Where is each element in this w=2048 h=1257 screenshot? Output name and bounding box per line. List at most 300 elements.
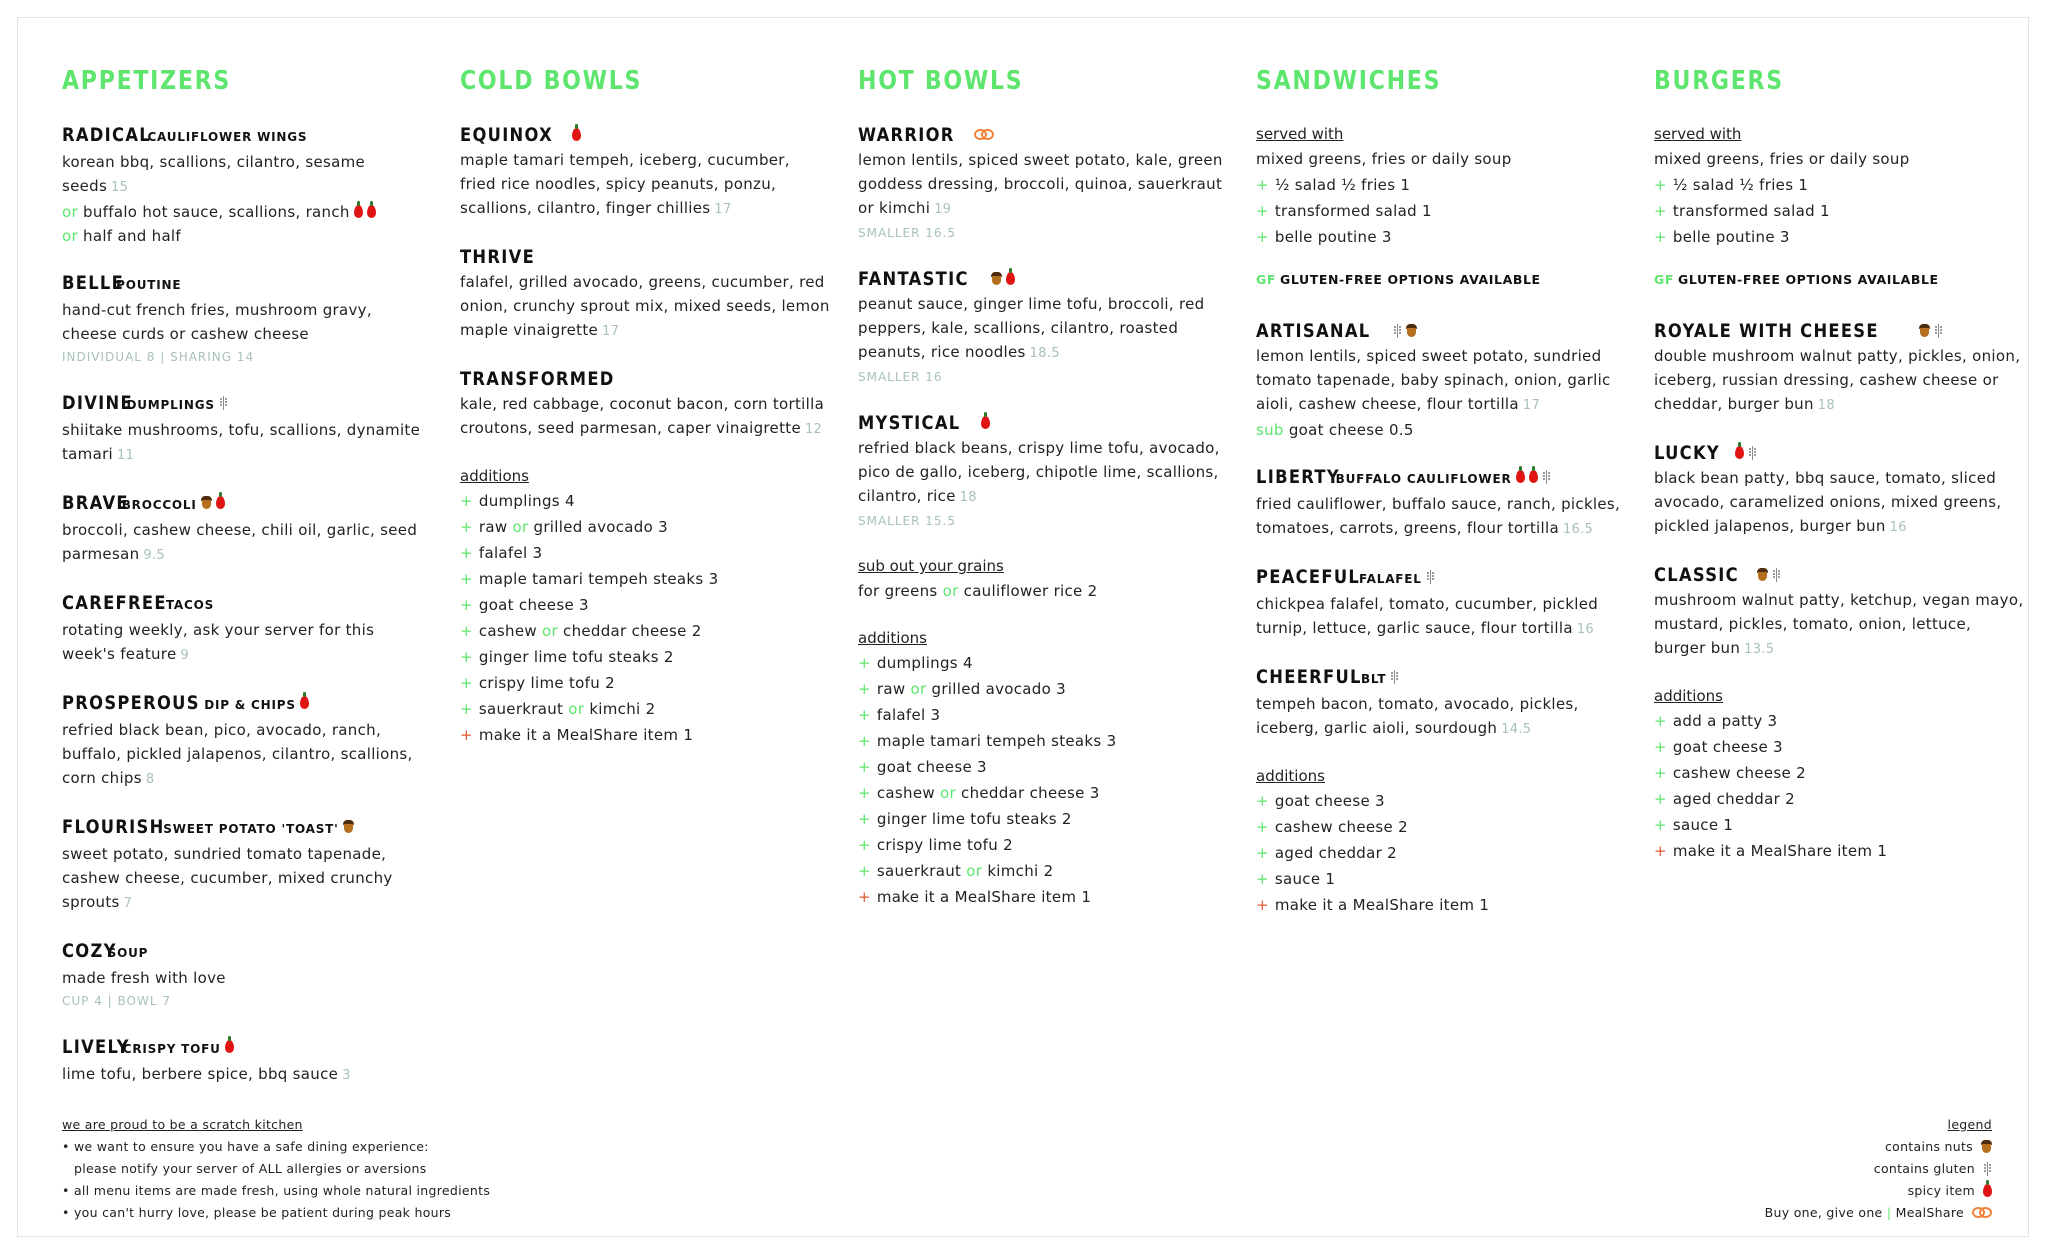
item-name: CLASSIC [1654,564,1739,586]
item-description: maple tamari tempeh, iceberg, cucumber, fried rice noodles, spicy peanuts, ponzu, scallions, cilantro, finger chillies [460,151,790,217]
item-subtitle: DUMPLINGS [126,398,215,412]
addition-text: crispy lime tofu 2 [876,836,1013,854]
item-name: DIVINE [62,392,133,414]
item-description: lemon lentils, spiced sweet potato, sundried tomato tapenade, baby spinach, onion, garlic aioli, cashew cheese, flour tortilla [1256,347,1611,413]
addition-text: aged cheddar 2 [1672,790,1796,808]
item-price: 9.5 [143,548,165,563]
item-price: 18 [1817,398,1835,413]
item-name: ROYALE WITH CHEESE [1654,320,1879,342]
menu-item-cheerful [1256,664,1626,742]
item-description: tempeh bacon, tomato, avocado, pickles, iceberg, garlic aioli, sourdough [1256,695,1579,737]
plus-mark: + [858,810,871,828]
plus-mark: + [1256,792,1269,810]
item-price: 12 [804,422,823,437]
item-sizes: SMALLER 16 [858,370,943,384]
addition-item [1256,172,1626,198]
item-subtitle: CAULIFLOWER WINGS [147,130,308,144]
plus-mark: + [1256,844,1269,862]
addition-text: raw [478,518,513,536]
item-subtitle: BLT [1360,672,1387,686]
gluten-icon [1748,446,1757,460]
or-label: or [542,622,558,640]
nut-icon [1406,324,1417,337]
addition-item [460,696,830,722]
mealshare-text: make it a MealShare item 1 [1274,896,1490,914]
addition-item [858,702,1228,728]
item-name: FANTASTIC [858,268,969,290]
addition-text: raw [876,680,911,698]
menu-item-artisanal [1256,318,1626,442]
spicy-icon [216,496,225,509]
item-name: LIVELY [62,1036,130,1058]
addition-item [1256,198,1626,224]
addition-text: maple tamari tempeh steaks 3 [478,570,719,588]
legend-nuts [1492,1136,1992,1158]
item-price: 7 [123,896,133,911]
grains-section [858,554,1228,604]
item-name: MYSTICAL [858,412,961,434]
column-title-burgers: BURGERS [1654,66,1784,96]
kitchen-note: please notify your server of ALL allergies or aversions [74,1161,427,1176]
addition-item [858,650,1228,676]
or-label: or [568,700,585,718]
plus-mark: + [858,732,871,750]
plus-mark: + [858,862,871,880]
item-description: mushroom walnut patty, ketchup, vegan mayo, mustard, pickles, tomato, onion, lettuce, burger bun [1654,591,2024,657]
item-name: PROSPEROUS [62,692,200,714]
addition-text: ½ salad ½ fries 1 [1274,176,1411,194]
plus-mark: + [1654,816,1667,834]
additions-heading: additions [858,629,927,647]
kitchen-notes [62,1114,762,1224]
item-description: double mushroom walnut patty, pickles, onion, iceberg, russian dressing, cashew cheese or cheddar, burger bun [1654,347,2021,413]
addition-text: grilled avocado 3 [528,518,669,536]
addition-text: cheddar cheese 3 [955,784,1100,802]
item-subtitle: CRISPY TOFU [122,1042,221,1056]
item-price: 17 [714,202,732,217]
item-name: CAREFREE [62,592,167,614]
menu-item-equinox [460,122,830,222]
addition-text: falafel 3 [876,706,941,724]
plus-mark: + [1256,818,1269,836]
item-sizes: INDIVIDUAL 8 | SHARING 14 [62,350,255,364]
or-label: or [966,862,983,880]
item-name: LUCKY [1654,442,1721,464]
item-description: chickpea falafel, tomato, cucumber, pickled turnip, lettuce, garlic sauce, flour tortilla [1256,595,1599,637]
kitchen-note: • all menu items are made fresh, using whole natural ingredients [62,1183,491,1198]
mealshare-text: make it a MealShare item 1 [1672,842,1888,860]
addition-item [1256,840,1626,866]
item-name: BELLE [62,272,125,294]
grains-text-b: cauliflower rice 2 [963,582,1098,600]
addition-text: sauce 1 [1672,816,1734,834]
legend-label: MealShare [1895,1205,1964,1220]
addition-text: goat cheese 3 [1672,738,1783,756]
addition-text: add a patty 3 [1672,712,1778,730]
item-sizes: CUP 4 | BOWL 7 [62,994,171,1008]
plus-mark: + [460,596,473,614]
plus-mark: + [460,648,473,666]
addition-text: goat cheese 3 [1274,792,1385,810]
addition-item [858,728,1228,754]
gluten-icon [1983,1162,1992,1176]
legend-label: contains nuts [1884,1139,1973,1154]
item-description: korean bbq, scallions, cilantro, sesame seeds [62,153,366,195]
addition-item [460,514,830,540]
spicy-icon [1516,470,1525,483]
plus-mark: + [460,700,473,718]
or-label: or [62,227,78,245]
item-price: 19 [934,202,952,217]
addition-text: sauerkraut [876,862,967,880]
gluten-icon [219,396,228,410]
gf-text: GLUTEN-FREE OPTIONS AVAILABLE [1280,272,1541,287]
item-subtitle: DIP & CHIPS [204,698,296,712]
menu-item-radical [62,122,432,248]
mealshare-icon [1972,1207,1992,1218]
burgers-column [1654,66,2024,864]
nut-icon [201,496,212,509]
served-with-heading: served with [1256,125,1344,143]
item-price: 8 [145,772,155,787]
gluten-icon [1426,570,1435,584]
addition-item [858,832,1228,858]
option-text: half and half [83,227,181,245]
plus-mark: + [1256,870,1269,888]
plus-mark: + [1654,790,1667,808]
additions-heading: additions [1654,687,1723,705]
menu-item-carefree [62,590,432,668]
plus-mark: + [1654,712,1667,730]
item-price: 13.5 [1744,642,1775,657]
menu-item-prosperous [62,690,432,792]
addition-item [1654,198,2024,224]
item-price: 18.5 [1029,346,1060,361]
item-description: lemon lentils, spiced sweet potato, kale, green goddess dressing, broccoli, quinoa, sauerkraut or kimchi [858,151,1223,217]
item-name: BRAVE [62,492,129,514]
addition-text: cheddar cheese 2 [557,622,702,640]
addition-item [1654,812,2024,838]
gf-text: GLUTEN-FREE OPTIONS AVAILABLE [1678,272,1939,287]
nut-icon [1981,1140,1992,1153]
menu-item-royale [1654,318,2024,418]
item-sizes: SMALLER 15.5 [858,514,957,528]
item-description: sweet potato, sundried tomato tapenade, cashew cheese, cucumber, mixed crunchy sprouts [62,845,393,911]
spicy-icon [572,128,581,141]
item-subtitle: TACOS [165,598,215,612]
item-description: hand-cut french fries, mushroom gravy, cheese curds or cashew cheese [62,301,372,343]
plus-mark: + [1256,176,1269,194]
nut-icon [1919,324,1930,337]
or-label: or [940,784,956,802]
menu-item-mystical [858,410,1228,532]
legend-spicy [1492,1180,1992,1202]
menu-item-classic [1654,562,2024,662]
plus-mark: + [1654,176,1667,194]
item-price: 16 [1889,520,1907,535]
menu-item-cozy [62,938,432,1012]
addition-text: crispy lime tofu 2 [478,674,615,692]
addition-text: goat cheese 3 [478,596,589,614]
addition-text: sauce 1 [1274,870,1336,888]
menu-item-brave [62,490,432,568]
kitchen-note: • you can't hurry love, please be patient during peak hours [62,1205,452,1220]
plus-mark: + [1654,738,1667,756]
item-price: 9 [180,648,190,663]
addition-item [858,676,1228,702]
or-label: or [910,680,927,698]
addition-text: belle poutine 3 [1274,228,1392,246]
legend-label: contains gluten [1873,1161,1975,1176]
nut-icon [1757,568,1768,581]
menu-item-transformed [460,366,830,442]
gluten-free-notice [1256,270,1626,290]
item-description: peanut sauce, ginger lime tofu, broccoli, red peppers, kale, scallions, cilantro, roasted peanuts, rice noodles [858,295,1205,361]
item-description: shiitake mushrooms, tofu, scallions, dynamite tamari [62,421,421,463]
addition-item [858,858,1228,884]
addition-text: aged cheddar 2 [1274,844,1398,862]
mealshare-text: make it a MealShare item 1 [876,888,1092,906]
item-price: 3 [342,1068,351,1083]
menu-item-warrior [858,122,1228,244]
mealshare-icon [974,129,994,140]
addition-item [1654,760,2024,786]
served-with-heading: served with [1654,125,1742,143]
addition-text: cashew [478,622,543,640]
gluten-free-notice [1654,270,2024,290]
addition-text: goat cheese 3 [876,758,987,776]
or-label: or [512,518,529,536]
item-price: 11 [117,448,135,463]
addition-text: dumplings 4 [876,654,973,672]
addition-text: cashew cheese 2 [1672,764,1806,782]
addition-item [858,806,1228,832]
additions-list [1654,708,2024,838]
plus-mark: + [1654,764,1667,782]
addition-item [460,540,830,566]
item-description: kale, red cabbage, coconut bacon, corn tortilla croutons, seed parmesan, caper vinaigrette [460,395,825,437]
addition-item [858,780,1228,806]
hot-bowls-column [858,66,1228,910]
kitchen-notes-title: we are proud to be a scratch kitchen [62,1117,303,1132]
item-name: PEACEFUL [1256,566,1361,588]
item-name: COZY [62,940,117,962]
plus-mark: + [1654,228,1667,246]
addition-item [1256,866,1626,892]
or-label: or [62,203,78,221]
item-description: refried black beans, crispy lime tofu, avocado, pico de gallo, iceberg, chipotle lime, scallions, cilantro, rice [858,439,1220,505]
addition-text: transformed salad 1 [1672,202,1830,220]
legend-title: legend [1947,1117,1992,1132]
item-description: falafel, grilled avocado, greens, cucumber, red onion, crunchy sprout mix, mixed seeds, lemon maple vinaigrette [460,273,830,339]
addition-item [858,754,1228,780]
addition-text: maple tamari tempeh steaks 3 [876,732,1117,750]
plus-mark: + [858,784,871,802]
plus-mark: + [1256,202,1269,220]
item-subtitle: BROCCOLI [121,498,197,512]
addition-item [460,488,830,514]
legend-separator: | [1886,1205,1892,1220]
item-price: 14.5 [1501,722,1532,737]
item-subtitle: SWEET POTATO 'TOAST' [163,822,339,836]
item-description: black bean patty, bbq sauce, tomato, sliced avocado, caramelized onions, mixed greens, pickled jalapenos, burger bun [1654,469,2002,535]
item-description: made fresh with love [62,969,226,987]
spicy-icon [367,205,376,218]
gluten-icon [1772,568,1781,582]
item-name: FLOURISH [62,816,165,838]
column-title-appetizers: APPETIZERS [62,66,231,96]
plus-mark: + [460,492,473,510]
item-subtitle: FALAFEL [1359,572,1422,586]
addition-text: belle poutine 3 [1672,228,1790,246]
addition-text: kimchi 2 [584,700,656,718]
item-price: 17 [602,324,620,339]
addition-text: grilled avocado 3 [926,680,1067,698]
menu-item-fantastic [858,266,1228,388]
addition-text: ginger lime tofu steaks 2 [876,810,1072,828]
column-title-hot-bowls: HOT BOWLS [858,66,1024,96]
addition-text: transformed salad 1 [1274,202,1432,220]
item-name: LIBERTY [1256,466,1340,488]
item-description: broccoli, cashew cheese, chili oil, garlic, seed parmesan [62,521,418,563]
item-price: 17 [1522,398,1541,413]
spicy-icon [225,1040,234,1053]
menu-item-peaceful [1256,564,1626,642]
legend-gluten [1492,1158,1992,1180]
grains-heading: sub out your grains [858,557,1004,575]
option-text: buffalo hot sauce, scallions, ranch [83,203,350,221]
addition-item [460,644,830,670]
spicy-icon [1735,446,1744,459]
nut-icon [343,820,354,833]
spicy-icon [1983,1184,1992,1197]
mealshare-option: + make it a MealShare item 1 [1256,896,1490,914]
spicy-icon [1529,470,1538,483]
addition-item [460,618,830,644]
plus-mark: + [858,654,871,672]
menu-item-lively [62,1034,432,1088]
addition-item [460,566,830,592]
addition-text: ginger lime tofu steaks 2 [478,648,674,666]
item-sizes: SMALLER 16.5 [858,226,957,240]
plus-mark: + [460,674,473,692]
mealshare-option: + make it a MealShare item 1 [460,726,694,744]
legend-label: Buy one, give one [1764,1205,1883,1220]
served-with-text: mixed greens, fries or daily soup [1654,150,1910,168]
addition-text: cashew cheese 2 [1274,818,1408,836]
item-description: lime tofu, berbere spice, bbq sauce [62,1065,339,1083]
spicy-icon [1006,272,1015,285]
item-name: EQUINOX [460,124,554,146]
plus-mark: + [858,706,871,724]
gf-mark: GF [1256,272,1276,287]
addition-item [1654,708,2024,734]
served-options [1654,172,2024,250]
addition-text: ½ salad ½ fries 1 [1672,176,1809,194]
plus-mark: + [460,518,473,536]
legend-mealshare [1492,1202,1992,1224]
plus-mark: + [460,544,473,562]
menu-item-lucky [1654,440,2024,540]
additions-list [460,488,830,722]
additions-list [1256,788,1626,892]
appetizers-column [62,66,432,1110]
or-label: or [942,582,959,600]
kitchen-note: • we want to ensure you have a safe dining experience: [62,1139,429,1154]
item-name: ARTISANAL [1256,320,1371,342]
item-name: RADICAL [62,124,151,146]
column-title-sandwiches: SANDWICHES [1256,66,1442,96]
mealshare-option: + make it a MealShare item 1 [858,888,1092,906]
plus-mark: + [858,836,871,854]
spicy-icon [354,205,363,218]
gf-mark: GF [1654,272,1674,287]
item-subtitle: POUTINE [116,278,182,292]
column-title-cold-bowls: COLD BOWLS [460,66,643,96]
legend [1492,1114,1992,1224]
addition-item [1654,172,2024,198]
legend-label: spicy item [1907,1183,1975,1198]
cold-bowls-column [460,66,830,748]
served-options [1256,172,1626,250]
gluten-icon [1393,324,1402,338]
plus-mark: + [1256,228,1269,246]
served-with-text: mixed greens, fries or daily soup [1256,150,1512,168]
plus-mark: + [1654,202,1667,220]
additions-list [858,650,1228,884]
item-price: 16.5 [1562,522,1594,537]
menu-item-liberty [1256,464,1626,542]
gluten-icon [1934,324,1943,338]
sub-label: sub [1256,421,1284,439]
mealshare-text: make it a MealShare item 1 [478,726,694,744]
addition-text: sauerkraut [478,700,569,718]
item-description: fried cauliflower, buffalo sauce, ranch, pickles, tomatoes, carrots, greens, flour tortilla [1256,495,1621,537]
plus-mark: + [460,570,473,588]
nut-icon [991,272,1002,285]
gluten-icon [1390,670,1399,684]
sub-text: goat cheese 0.5 [1288,421,1414,439]
item-description: refried black bean, pico, avocado, ranch, buffalo, pickled jalapenos, cilantro, scallions, corn chips [62,721,413,787]
menu-item-belle [62,270,432,368]
addition-item [1256,224,1626,250]
addition-item [1256,788,1626,814]
item-price: 15 [111,180,129,195]
item-name: TRANSFORMED [460,368,615,390]
addition-text: dumplings 4 [478,492,575,510]
item-name: WARRIOR [858,124,955,146]
additions-heading: additions [1256,767,1325,785]
menu-page [17,17,2029,1237]
menu-item-flourish [62,814,432,916]
additions-heading: additions [460,467,529,485]
plus-mark: + [460,622,473,640]
item-price: 16 [1576,622,1594,637]
menu-item-thrive [460,244,830,344]
addition-item [1256,814,1626,840]
addition-item [460,592,830,618]
gluten-icon [1542,470,1551,484]
mealshare-option: + make it a MealShare item 1 [1654,842,1888,860]
addition-item [1654,224,2024,250]
addition-item [460,670,830,696]
addition-text: cashew [876,784,941,802]
plus-mark: + [858,758,871,776]
addition-text: kimchi 2 [982,862,1054,880]
addition-text: falafel 3 [478,544,543,562]
grains-text: for greens [858,582,938,600]
spicy-icon [300,696,309,709]
